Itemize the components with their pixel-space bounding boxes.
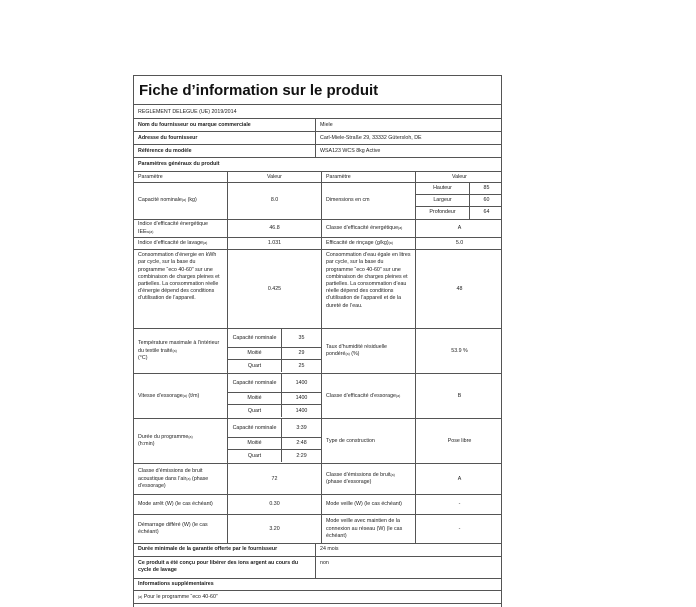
parameters-table [134,172,501,544]
dimension-value: 64 [483,209,490,216]
dimension-value: 60 [483,196,490,203]
water-consumption-label: Consommation d’eau égale en litres par cycle, sur la base du programme “eco 40-60” sur une combinaison de charges pleines et partielles. La consommation d’eau réelle dépend des conditions d’utilisation de l’appareil et de la dureté de l’eau. [322,250,416,329]
temperature-value: 35 [298,334,305,341]
footnote-text: Pour le programme “eco 40-60” [142,594,218,601]
column-header-param-2: Paramètre [322,172,416,183]
spin-speed-row [228,405,321,417]
duration-row [228,419,321,438]
duration-value: 2:48 [296,440,307,447]
load-label: Capacité nominale [228,329,282,347]
rinse-value: 5.0 [416,238,502,250]
general-parameters-heading: Paramètres généraux du produit [134,158,501,172]
regulation-reference: REGLEMENT DELEGUE (UE) 2019/2014 [134,105,501,119]
duration-value: 2:29 [296,452,307,459]
warranty-row [134,544,501,557]
column-header-value: Valeur [228,172,322,183]
spin-speed-row [228,393,321,405]
dimensions-values [416,183,502,220]
model-reference-value: WSA123 WCS 8kg Active [320,148,381,154]
supplier-address-value: Carl-Miele-Straße 29, 33332 Gütersloh, DE [320,135,422,141]
dimension-row [416,207,502,219]
duration-value: 3:39 [296,424,307,431]
dimension-value: 85 [483,184,490,191]
supplier-address-row [134,132,501,145]
column-header-value-2: Valeur [416,172,502,183]
noise-class-label: Classe d’émissions de bruit$^{(a)}$ (phase d’essorage) [322,464,416,495]
standby-label: Mode veille (W) (le cas échéant) [322,495,416,515]
noise-class-value: A [416,464,502,495]
load-label: Quart [228,360,282,372]
model-reference-label: Référence du modèle [134,145,316,157]
footnote-mark: (a) [138,595,143,600]
supplier-name-row [134,119,501,132]
network-standby-value: - [416,515,502,544]
spin-speed-value: 1400 [295,395,308,402]
temperature-row [228,360,321,372]
energy-class-label: Classe d’efficacité énergétique$^{(a)}$ [322,220,416,238]
temperature-row [228,348,321,360]
construction-label: Type de construction [322,419,416,464]
temperature-value: 25 [298,362,305,369]
product-information-sheet [133,75,502,607]
dimension-label: Hauteur [416,183,470,194]
water-consumption-value: 48 [416,250,502,329]
load-label: Capacité nominale [228,419,282,437]
off-mode-label: Mode arrêt (W) (le cas échéant) [134,495,228,515]
temperature-row [228,329,321,348]
load-label: Quart [228,405,282,417]
moisture-label: Taux d’humidité résiduelle pondéré$^{(a)}$ (%) [322,329,416,374]
energy-consumption-label: Consommation d’énergie en kWh par cycle, sur la base du programme “eco 40-60” sur une combinaison de charges pleines et partielles. La consommation réelle d’énergie dépend des conditions d’utilisation de l’appareil. [134,250,228,329]
warranty-label: Durée minimale de la garantie offerte par le fournisseur [134,544,316,556]
supplier-name-value: Miele [320,122,333,128]
spin-speed-row [228,374,321,393]
construction-value: Pose libre [416,419,502,464]
capacity-label: Capacité nominale$^{(a)}$ (kg) [134,183,228,220]
delay-start-label: Démarrage différé (W) (le cas échéant) [134,515,228,544]
energy-consumption-value: 0.425 [228,250,322,329]
sheet-footer [134,544,501,604]
moisture-value: 53.9 % [416,329,502,374]
wash-index-value: 1.031 [228,238,322,250]
delay-start-value: 3.20 [228,515,322,544]
column-header-param: Paramètre [134,172,228,183]
warranty-value: 24 mois [320,546,339,553]
duration-values [228,419,322,464]
dimension-label: Profondeur [416,207,470,219]
model-reference-row [134,145,501,158]
supplier-address-label: Adresse du fournisseur [134,132,316,144]
supplier-name-label: Nom du fournisseur ou marque commerciale [134,119,316,131]
energy-class-value: A [416,220,502,238]
wash-index-label: Indice d’efficacité de lavage$^{(a)}$ [134,238,228,250]
dimensions-label: Dimensions en cm [322,183,416,220]
capacity-value: 8.0 [228,183,322,220]
dimension-row [416,183,502,195]
temperature-values [228,329,322,374]
network-standby-label: Mode veille avec maintien de la connexion au réseau (W) (le cas échéant) [322,515,416,544]
rinse-label: Efficacité de rinçage $(g/kg)^{(a)}$ [322,238,416,250]
silver-ions-label: Ce produit a été conçu pour libérer des ions argent au cours du cycle de lavage [134,557,316,578]
eei-value: 46.8 [228,220,322,238]
spin-speed-values [228,374,322,419]
spin-speed-value: 1400 [295,379,308,386]
load-label: Moitié [228,348,282,359]
off-mode-value: 0.30 [228,495,322,515]
duration-row [228,450,321,462]
silver-ions-row [134,557,501,579]
noise-emission-value: 72 [228,464,322,495]
silver-ions-value: non [320,560,329,567]
spin-class-value: B [416,374,502,419]
eei-label: Indice d’efficacité énergétique $IEE_w^{(a)}$ [134,220,228,238]
load-label: Quart [228,450,282,462]
load-label: Capacité nominale [228,374,282,392]
standby-value: - [416,495,502,515]
spin-speed-label: Vitesse d’essorage$^{(a)}$ (t/m) [134,374,228,419]
page-title: Fiche d’information sur le produit [134,76,501,105]
duration-label: Durée du programme$^{(a)}$ (h:min) [134,419,228,464]
dimension-row [416,195,502,207]
additional-info-heading: Informations supplémentaires [134,579,501,591]
load-label: Moitié [228,393,282,404]
footnote [134,591,501,604]
spin-speed-value: 1400 [295,407,308,414]
temperature-label: Température maximale à l’intérieur du textile traité$^{(a)}$ (°C) [134,329,228,374]
dimension-label: Largeur [416,195,470,206]
temperature-value: 29 [298,350,305,357]
spin-class-label: Classe d’efficacité d’essorage$^{(a)}$ [322,374,416,419]
noise-emission-label: Classe d’émissions de bruit acoustique dans l’air$^{(a)}$ (phase d’essorage) [134,464,228,495]
duration-row [228,438,321,450]
load-label: Moitié [228,438,282,449]
